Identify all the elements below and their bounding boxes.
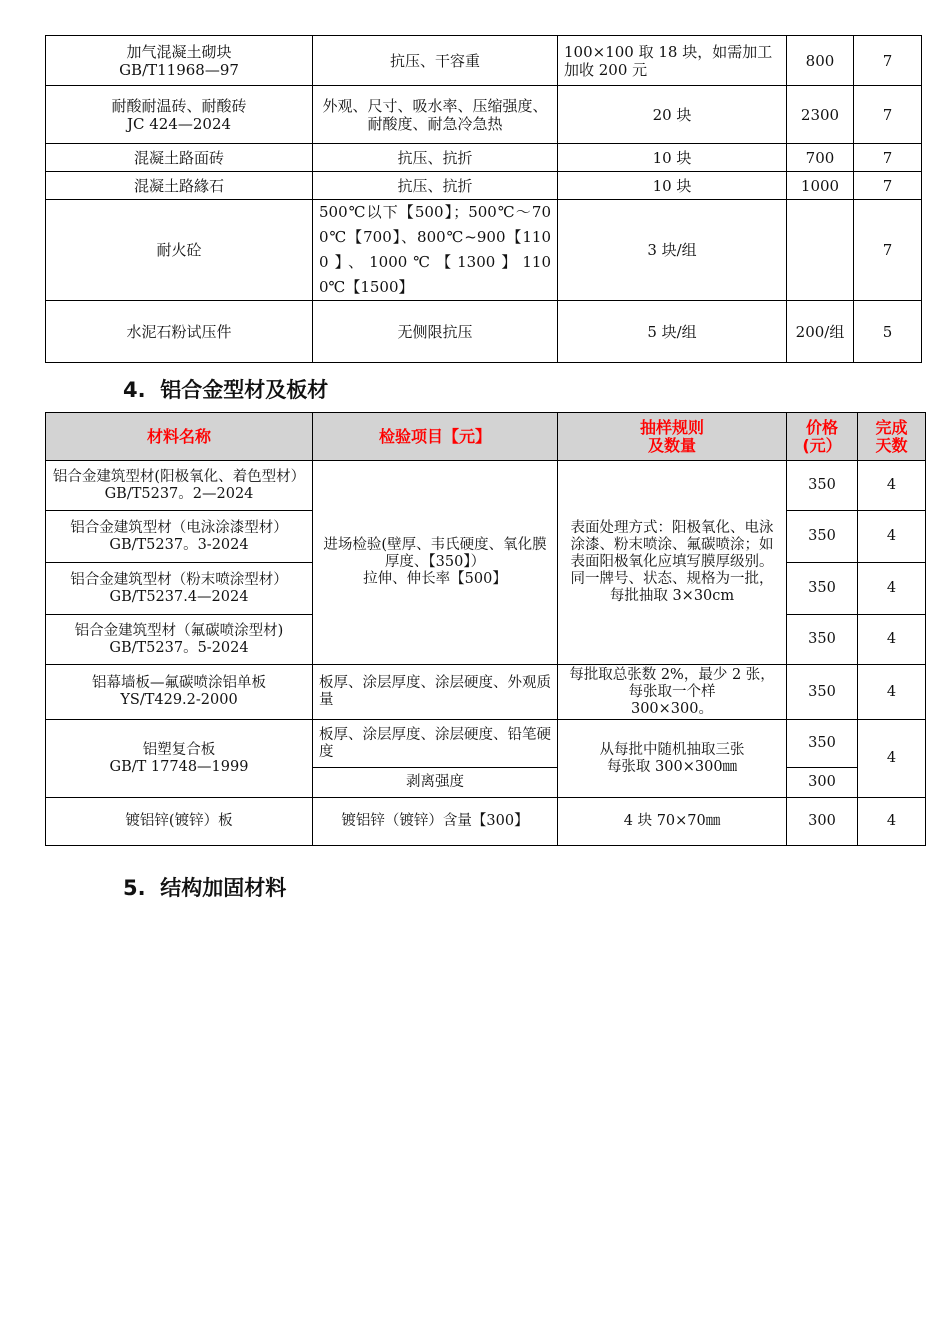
days: 5 [854,301,922,363]
section-number: 5. [123,876,146,900]
test-items: 剥离强度 [313,768,558,798]
test-items: 抗压、抗折 [313,144,558,172]
days: 4 [858,798,926,846]
material-name: 耐火砼 [46,200,313,301]
material-name: 混凝土路面砖 [46,144,313,172]
table-row [46,86,922,144]
price: 1000 [787,172,854,200]
sampling-rule: 10 块 [558,172,787,200]
price: 350 [787,665,858,720]
price: 2300 [787,86,854,144]
sampling-rule: 表面处理方式：阳极氧化、电泳涂漆、粉末喷涂、氟碳喷涂；如表面阳极氧化应填写膜厚级别。 同一牌号、状态、规格为一批，每批抽取 3×30cm [558,461,787,665]
sampling-rule: 每批取总张数 2%，最少 2 张，每张取一个样 300×300。 [558,665,787,720]
test-items: 抗压、抗折 [313,172,558,200]
price: 350 [787,511,858,563]
material-name: 铝合金建筑型材(阳极氧化、着色型材） GB/T5237。2—2024 [46,461,313,511]
test-items: 板厚、涂层厚度、涂层硬度、外观质量 [313,665,558,720]
price: 700 [787,144,854,172]
test-items: 500℃以下【500】；500℃～700℃【700】、800℃~900【1100】、1000℃【1300】1100℃【1500】 [313,200,558,301]
table-row [46,301,922,363]
price: 200/组 [787,301,854,363]
days: 4 [858,511,926,563]
section-title: 结构加固材料 [160,876,287,900]
table-header-row [46,413,926,461]
days: 7 [854,86,922,144]
price: 350 [787,615,858,665]
price: 350 [787,461,858,511]
price: 300 [787,798,858,846]
table-row [46,200,922,301]
sampling-rule: 3 块/组 [558,200,787,301]
days: 4 [858,720,926,798]
days: 4 [858,615,926,665]
test-items: 外观、尺寸、吸水率、压缩强度、耐酸度、耐急冷急热 [313,86,558,144]
sampling-rule: 5 块/组 [558,301,787,363]
price [787,200,854,301]
price: 350 [787,720,858,768]
table-row [46,36,922,86]
header-days: 完成 天数 [858,413,926,461]
table-row [46,798,926,846]
test-items: 无侧限抗压 [313,301,558,363]
material-name: 铝合金建筑型材（电泳涂漆型材） GB/T5237。3-2024 [46,511,313,563]
material-name: 铝合金建筑型材（氟碳喷涂型材) GB/T5237。5-2024 [46,615,313,665]
table-row [46,144,922,172]
days: 4 [858,563,926,615]
price: 800 [787,36,854,86]
table-row [46,461,926,511]
material-name: 镀铝锌(镀锌）板 [46,798,313,846]
test-items: 进场检验(壁厚、韦氏硬度、氧化膜厚度、【350】） 拉伸、伸长率【500】 [313,461,558,665]
material-name: 铝塑复合板 GB/T 17748—1999 [46,720,313,798]
section-title: 铝合金型材及板材 [160,378,329,402]
price: 350 [787,563,858,615]
material-name: 铝合金建筑型材（粉末喷涂型材） GB/T5237.4—2024 [46,563,313,615]
material-name: 水泥石粉试压件 [46,301,313,363]
material-name: 加气混凝土砌块 GB/T11968—97 [46,36,313,86]
sampling-rule: 20 块 [558,86,787,144]
days: 7 [854,200,922,301]
material-name: 铝幕墙板—氟碳喷涂铝单板 YS/T429.2-2000 [46,665,313,720]
test-items: 镀铝锌（镀锌）含量【300】 [313,798,558,846]
header-sampling: 抽样规则 及数量 [558,413,787,461]
test-items: 抗压、干容重 [313,36,558,86]
table-row [46,172,922,200]
table-row [46,665,926,720]
test-items: 板厚、涂层厚度、涂层硬度、铅笔硬度 [313,720,558,768]
header-price: 价格 (元） [787,413,858,461]
days: 7 [854,144,922,172]
material-name: 耐酸耐温砖、耐酸砖 JC 424—2024 [46,86,313,144]
section-number: 4. [123,378,146,402]
table-prior-materials [45,35,922,363]
days: 4 [858,461,926,511]
price: 300 [787,768,858,798]
days: 7 [854,172,922,200]
sampling-rule: 4 块 70×70㎜ [558,798,787,846]
table-aluminum [45,412,926,846]
table-row [46,720,926,768]
header-test-items: 检验项目【元】 [313,413,558,461]
days: 7 [854,36,922,86]
sampling-rule: 10 块 [558,144,787,172]
material-name: 混凝土路緣石 [46,172,313,200]
sampling-rule: 从每批中随机抽取三张 每张取 300×300㎜ [558,720,787,798]
days: 4 [858,665,926,720]
section-4-heading [123,374,328,404]
header-material-name: 材料名称 [46,413,313,461]
sampling-rule: 100×100 取 18 块，如需加工加收 200 元 [558,36,787,86]
section-5-heading [123,872,286,902]
